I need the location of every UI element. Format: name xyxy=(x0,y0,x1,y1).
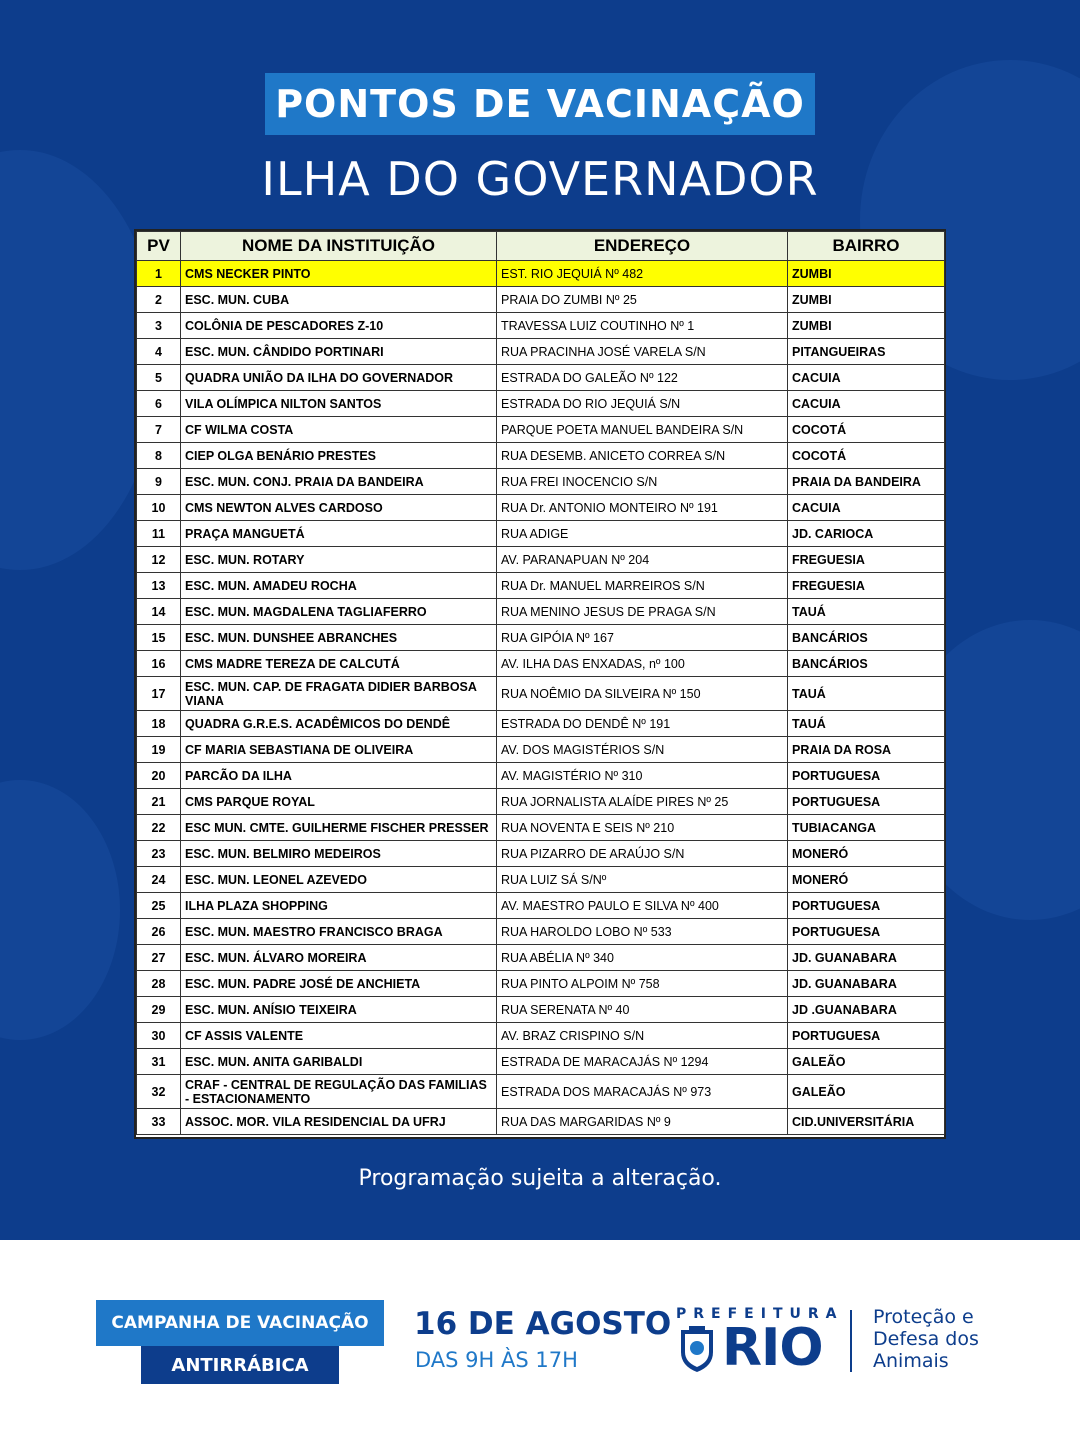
cell-bairro: PORTUGUESA xyxy=(788,1023,945,1049)
table-row xyxy=(137,339,945,365)
cell-nome: ESC. MUN. LEONEL AZEVEDO xyxy=(181,867,497,893)
cell-bairro: MONERÓ xyxy=(788,867,945,893)
cell-nome: ESC. MUN. MAESTRO FRANCISCO BRAGA xyxy=(181,919,497,945)
cell-endereco: EST. RIO JEQUIÁ Nº 482 xyxy=(497,261,788,287)
cell-nome: CMS PARQUE ROYAL xyxy=(181,789,497,815)
cell-pv: 11 xyxy=(137,521,181,547)
disclaimer-note: Programação sujeita a alteração. xyxy=(358,1166,722,1191)
cell-endereco: RUA PRACINHA JOSÉ VARELA S/N xyxy=(497,339,788,365)
table-row xyxy=(137,737,945,763)
table-body xyxy=(137,261,945,1135)
cell-endereco: ESTRADA DO RIO JEQUIÁ S/N xyxy=(497,391,788,417)
cell-nome: PARCÃO DA ILHA xyxy=(181,763,497,789)
footer-divider xyxy=(850,1310,852,1372)
cell-pv: 10 xyxy=(137,495,181,521)
table-row xyxy=(137,711,945,737)
cell-pv: 21 xyxy=(137,789,181,815)
cell-pv: 20 xyxy=(137,763,181,789)
event-hours: DAS 9H ÀS 17H xyxy=(415,1348,578,1372)
cell-nome: COLÔNIA DE PESCADORES Z-10 xyxy=(181,313,497,339)
cell-pv: 12 xyxy=(137,547,181,573)
cell-pv: 24 xyxy=(137,867,181,893)
column-header-bairro: BAIRRO xyxy=(788,232,945,261)
cell-bairro: ZUMBI xyxy=(788,287,945,313)
cell-pv: 1 xyxy=(137,261,181,287)
secretaria-label xyxy=(873,1306,979,1372)
campaign-name: ANTIRRÁBICA xyxy=(141,1346,339,1384)
cell-pv: 4 xyxy=(137,339,181,365)
cell-bairro: TAUÁ xyxy=(788,599,945,625)
cell-bairro: MONERÓ xyxy=(788,841,945,867)
table-row xyxy=(137,677,945,711)
cell-nome: VILA OLÍMPICA NILTON SANTOS xyxy=(181,391,497,417)
cell-endereco: RUA DESEMB. ANICETO CORREA S/N xyxy=(497,443,788,469)
cell-bairro: TAUÁ xyxy=(788,677,945,711)
cell-pv: 14 xyxy=(137,599,181,625)
cell-bairro: BANCÁRIOS xyxy=(788,625,945,651)
secretaria-line-2: Defesa dos xyxy=(873,1328,979,1350)
cell-pv: 25 xyxy=(137,893,181,919)
table-row xyxy=(137,867,945,893)
cell-endereco: RUA FREI INOCENCIO S/N xyxy=(497,469,788,495)
cell-nome: CMS MADRE TEREZA DE CALCUTÁ xyxy=(181,651,497,677)
cell-endereco: RUA HAROLDO LOBO Nº 533 xyxy=(497,919,788,945)
cell-bairro: JD. GUANABARA xyxy=(788,971,945,997)
cell-endereco: RUA LUIZ SÁ S/Nº xyxy=(497,867,788,893)
cell-pv: 18 xyxy=(137,711,181,737)
cell-pv: 27 xyxy=(137,945,181,971)
cell-endereco: RUA Dr. MANUEL MARREIROS S/N xyxy=(497,573,788,599)
cell-nome: CMS NECKER PINTO xyxy=(181,261,497,287)
cell-nome: CMS NEWTON ALVES CARDOSO xyxy=(181,495,497,521)
cell-nome: ESC. MUN. CONJ. PRAIA DA BANDEIRA xyxy=(181,469,497,495)
table-row xyxy=(137,625,945,651)
cell-endereco: RUA Dr. ANTONIO MONTEIRO Nº 191 xyxy=(497,495,788,521)
cell-endereco: AV. MAESTRO PAULO E SILVA Nº 400 xyxy=(497,893,788,919)
cell-endereco: RUA PIZARRO DE ARAÚJO S/N xyxy=(497,841,788,867)
cell-nome: ESC. MUN. ÁLVARO MOREIRA xyxy=(181,945,497,971)
table-row xyxy=(137,261,945,287)
cell-pv: 22 xyxy=(137,815,181,841)
cell-bairro: CACUIA xyxy=(788,391,945,417)
table-row xyxy=(137,1023,945,1049)
title-banner xyxy=(265,73,815,135)
table-row xyxy=(137,313,945,339)
cell-pv: 8 xyxy=(137,443,181,469)
column-header-endereco: ENDEREÇO xyxy=(497,232,788,261)
cell-endereco: ESTRADA DE MARACAJÁS Nº 1294 xyxy=(497,1049,788,1075)
event-date: 16 DE AGOSTO xyxy=(414,1306,672,1342)
campaign-label: CAMPANHA DE VACINAÇÃO xyxy=(96,1300,384,1346)
cell-nome: ESC. MUN. BELMIRO MEDEIROS xyxy=(181,841,497,867)
cell-endereco: ESTRADA DOS MARACAJÁS Nº 973 xyxy=(497,1075,788,1109)
cell-nome: ESC. MUN. CAP. DE FRAGATA DIDIER BARBOSA VIANA xyxy=(181,677,497,711)
cell-bairro: TUBIACANGA xyxy=(788,815,945,841)
cell-nome: ESC. MUN. PADRE JOSÉ DE ANCHIETA xyxy=(181,971,497,997)
cell-nome: CRAF - CENTRAL DE REGULAÇÃO DAS FAMILIAS - ESTACIONAMENTO xyxy=(181,1075,497,1109)
cell-bairro: PRAIA DA BANDEIRA xyxy=(788,469,945,495)
cell-pv: 29 xyxy=(137,997,181,1023)
prefeitura-logo-text: RIO xyxy=(722,1318,823,1378)
cell-nome: ESC. MUN. ROTARY xyxy=(181,547,497,573)
secretaria-line-1: Proteção e xyxy=(873,1306,974,1328)
cell-nome: PRAÇA MANGUETÁ xyxy=(181,521,497,547)
cell-bairro: ZUMBI xyxy=(788,261,945,287)
cell-nome: ESC. MUN. ANÍSIO TEIXEIRA xyxy=(181,997,497,1023)
table-row xyxy=(137,651,945,677)
cell-nome: ESC. MUN. CÂNDIDO PORTINARI xyxy=(181,339,497,365)
cell-bairro: COCOTÁ xyxy=(788,417,945,443)
cell-pv: 13 xyxy=(137,573,181,599)
cell-pv: 17 xyxy=(137,677,181,711)
cell-nome: QUADRA G.R.E.S. ACADÊMICOS DO DENDÊ xyxy=(181,711,497,737)
cell-nome: ASSOC. MOR. VILA RESIDENCIAL DA UFRJ xyxy=(181,1109,497,1135)
cell-bairro: GALEÃO xyxy=(788,1049,945,1075)
table-row xyxy=(137,815,945,841)
cell-bairro: PORTUGUESA xyxy=(788,763,945,789)
bg-blob xyxy=(0,780,120,1040)
cell-pv: 5 xyxy=(137,365,181,391)
table-row xyxy=(137,521,945,547)
cell-bairro: PORTUGUESA xyxy=(788,893,945,919)
page-subtitle: ILHA DO GOVERNADOR xyxy=(261,152,819,206)
cell-endereco: ESTRADA DO DENDÊ Nº 191 xyxy=(497,711,788,737)
secretaria-line-3: Animais xyxy=(873,1350,949,1372)
table-row xyxy=(137,391,945,417)
table-row xyxy=(137,495,945,521)
table-row xyxy=(137,469,945,495)
cell-endereco: AV. ILHA DAS ENXADAS, nº 100 xyxy=(497,651,788,677)
table-row xyxy=(137,599,945,625)
table-row xyxy=(137,417,945,443)
table-row xyxy=(137,997,945,1023)
cell-endereco: RUA MENINO JESUS DE PRAGA S/N xyxy=(497,599,788,625)
prefeitura-label: PREFEITURA xyxy=(676,1306,844,1322)
cell-endereco: AV. BRAZ CRISPINO S/N xyxy=(497,1023,788,1049)
cell-nome: ESC. MUN. CUBA xyxy=(181,287,497,313)
cell-endereco: RUA NOVENTA E SEIS Nº 210 xyxy=(497,815,788,841)
cell-nome: CF WILMA COSTA xyxy=(181,417,497,443)
column-header-pv: PV xyxy=(137,232,181,261)
cell-bairro: CACUIA xyxy=(788,365,945,391)
page-title: PONTOS DE VACINAÇÃO xyxy=(275,82,805,126)
cell-nome: ESC MUN. CMTE. GUILHERME FISCHER PRESSER xyxy=(181,815,497,841)
cell-nome: ESC. MUN. MAGDALENA TAGLIAFERRO xyxy=(181,599,497,625)
cell-endereco: PRAIA DO ZUMBI Nº 25 xyxy=(497,287,788,313)
vaccination-table-container xyxy=(134,229,946,1139)
table-row xyxy=(137,365,945,391)
cell-endereco: ESTRADA DO GALEÃO Nº 122 xyxy=(497,365,788,391)
table-row xyxy=(137,893,945,919)
cell-pv: 9 xyxy=(137,469,181,495)
cell-nome: CF MARIA SEBASTIANA DE OLIVEIRA xyxy=(181,737,497,763)
cell-pv: 3 xyxy=(137,313,181,339)
cell-bairro: CID.UNIVERSITÁRIA xyxy=(788,1109,945,1135)
vaccination-table xyxy=(136,231,945,1135)
table-row xyxy=(137,443,945,469)
table-header-row xyxy=(137,232,945,261)
cell-nome: ESC. MUN. ANITA GARIBALDI xyxy=(181,1049,497,1075)
table-row xyxy=(137,971,945,997)
cell-nome: ILHA PLAZA SHOPPING xyxy=(181,893,497,919)
cell-pv: 32 xyxy=(137,1075,181,1109)
cell-nome: CF ASSIS VALENTE xyxy=(181,1023,497,1049)
cell-bairro: ZUMBI xyxy=(788,313,945,339)
cell-pv: 15 xyxy=(137,625,181,651)
cell-pv: 31 xyxy=(137,1049,181,1075)
cell-bairro: FREGUESIA xyxy=(788,573,945,599)
cell-endereco: RUA NOÊMIO DA SILVEIRA Nº 150 xyxy=(497,677,788,711)
cell-endereco: AV. DOS MAGISTÉRIOS S/N xyxy=(497,737,788,763)
cell-bairro: JD. CARIOCA xyxy=(788,521,945,547)
table-row xyxy=(137,1075,945,1109)
cell-endereco: RUA PINTO ALPOIM Nº 758 xyxy=(497,971,788,997)
cell-pv: 26 xyxy=(137,919,181,945)
cell-bairro: GALEÃO xyxy=(788,1075,945,1109)
cell-pv: 6 xyxy=(137,391,181,417)
cell-bairro: PRAIA DA ROSA xyxy=(788,737,945,763)
table-row xyxy=(137,1049,945,1075)
cell-endereco: AV. MAGISTÉRIO Nº 310 xyxy=(497,763,788,789)
table-row xyxy=(137,763,945,789)
cell-endereco: RUA SERENATA Nº 40 xyxy=(497,997,788,1023)
cell-pv: 28 xyxy=(137,971,181,997)
cell-endereco: RUA JORNALISTA ALAÍDE PIRES Nº 25 xyxy=(497,789,788,815)
cell-bairro: PORTUGUESA xyxy=(788,919,945,945)
cell-endereco: RUA GIPÓIA Nº 167 xyxy=(497,625,788,651)
cell-pv: 16 xyxy=(137,651,181,677)
table-row xyxy=(137,573,945,599)
cell-endereco: RUA DAS MARGARIDAS Nº 9 xyxy=(497,1109,788,1135)
cell-bairro: TAUÁ xyxy=(788,711,945,737)
table-row xyxy=(137,789,945,815)
column-header-nome: NOME DA INSTITUIÇÃO xyxy=(181,232,497,261)
cell-bairro: FREGUESIA xyxy=(788,547,945,573)
cell-pv: 30 xyxy=(137,1023,181,1049)
table-row xyxy=(137,841,945,867)
table-row xyxy=(137,287,945,313)
cell-nome: QUADRA UNIÃO DA ILHA DO GOVERNADOR xyxy=(181,365,497,391)
footer xyxy=(0,1240,1080,1440)
cell-nome: ESC. MUN. DUNSHEE ABRANCHES xyxy=(181,625,497,651)
table-row xyxy=(137,919,945,945)
cell-nome: CIEP OLGA BENÁRIO PRESTES xyxy=(181,443,497,469)
cell-endereco: AV. PARANAPUAN Nº 204 xyxy=(497,547,788,573)
cell-pv: 7 xyxy=(137,417,181,443)
cell-bairro: PITANGUEIRAS xyxy=(788,339,945,365)
cell-nome: ESC. MUN. AMADEU ROCHA xyxy=(181,573,497,599)
cell-endereco: PARQUE POETA MANUEL BANDEIRA S/N xyxy=(497,417,788,443)
cell-bairro: COCOTÁ xyxy=(788,443,945,469)
cell-pv: 2 xyxy=(137,287,181,313)
cell-endereco: RUA ABÉLIA Nº 340 xyxy=(497,945,788,971)
cell-pv: 19 xyxy=(137,737,181,763)
rio-crest-icon xyxy=(675,1326,719,1374)
cell-bairro: BANCÁRIOS xyxy=(788,651,945,677)
cell-pv: 23 xyxy=(137,841,181,867)
cell-endereco: TRAVESSA LUIZ COUTINHO Nº 1 xyxy=(497,313,788,339)
cell-bairro: PORTUGUESA xyxy=(788,789,945,815)
table-row xyxy=(137,1109,945,1135)
cell-bairro: JD. GUANABARA xyxy=(788,945,945,971)
table-row xyxy=(137,945,945,971)
cell-endereco: RUA ADIGE xyxy=(497,521,788,547)
cell-pv: 33 xyxy=(137,1109,181,1135)
table-row xyxy=(137,547,945,573)
cell-bairro: JD .GUANABARA xyxy=(788,997,945,1023)
cell-bairro: CACUIA xyxy=(788,495,945,521)
